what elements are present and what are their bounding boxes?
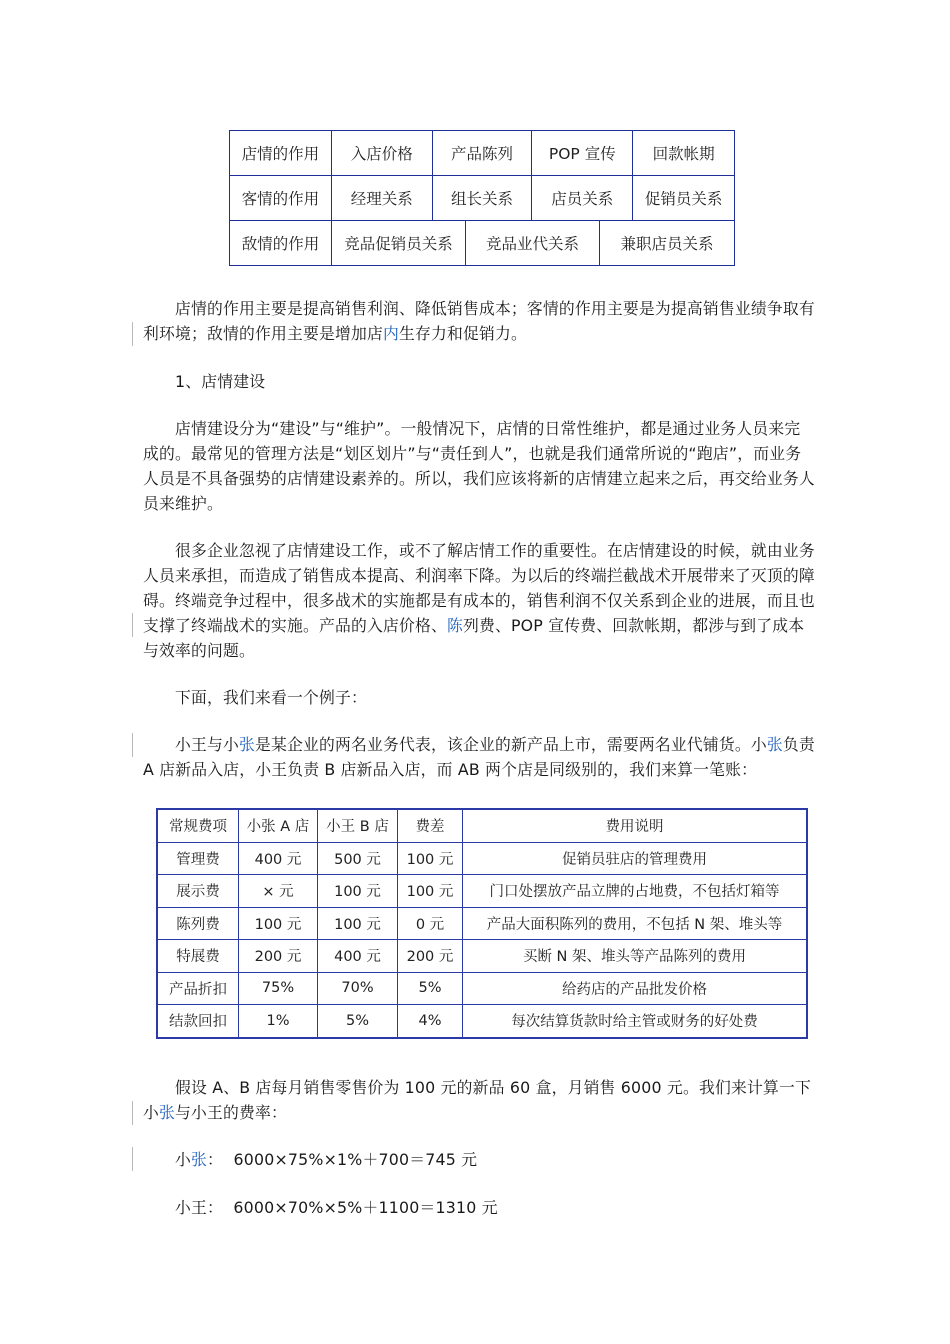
- table-cell: 200 元: [398, 940, 463, 973]
- paragraph-assumption: [143, 1075, 815, 1125]
- revision-mark: [132, 1147, 133, 1171]
- highlight-text: 张: [766, 735, 783, 754]
- relation-cell: 回款帐期: [632, 131, 734, 175]
- revision-mark: [132, 733, 133, 757]
- relation-cell: 店员关系: [531, 176, 632, 220]
- relation-row: [230, 220, 734, 265]
- fee-table-header: [157, 809, 807, 842]
- relation-row: [230, 175, 734, 220]
- table-cell: 500 元: [318, 842, 398, 875]
- header-cell: 费差: [398, 809, 463, 842]
- text-run: ： 6000×75%×1%＋700＝745 元: [207, 1150, 478, 1169]
- table-cell: 结款回扣: [157, 1005, 239, 1038]
- relation-cell: 经理关系: [331, 176, 432, 220]
- table-cell: 70%: [318, 972, 398, 1005]
- text-run: 店情的作用主要是提高销售利润、降低销售成本；客情的作用主要是为提高销售业绩争取有利环境；敌情的作用主要是增加店: [143, 299, 815, 343]
- table-cell: 买断 N 架、堆头等产品陈列的费用: [463, 940, 808, 973]
- table-cell: 特展费: [157, 940, 239, 973]
- text-run: 生存力和促销力。: [398, 324, 527, 343]
- highlight-text: 内: [382, 324, 399, 343]
- text-run: 小: [175, 1150, 191, 1169]
- table-row: [157, 842, 807, 875]
- text-run: 小王与小: [175, 735, 239, 754]
- relation-cell: 店情的作用: [241, 145, 320, 163]
- relation-cell: 促销员关系: [632, 176, 734, 220]
- text-run: 是某企业的两名业务代表，该企业的新产品上市，需要两名业代铺货。小: [255, 735, 767, 754]
- text-run: 与小王的费率：: [175, 1103, 287, 1122]
- table-cell: 1%: [239, 1005, 318, 1038]
- relation-cell: 敌情的作用: [241, 235, 320, 253]
- relation-cell: 竞品业代关系: [465, 221, 599, 265]
- table-cell: 75%: [239, 972, 318, 1005]
- table-cell: 4%: [398, 1005, 463, 1038]
- paragraph-store-building: 店情建设分为“建设”与“维护”。一般情况下，店情的日常性维护，都是通过业务人员来完成的。最常见的管理方法是“划区划片”与“责任到人”，也就是我们通常所说的“跑店”，而业务人员是不具备强势的店情建设素养的。所以，我们应该将新的店情建立起来之后，再交给业务人员来维护。: [143, 419, 815, 513]
- table-cell: 100 元: [318, 907, 398, 940]
- table-row: [157, 972, 807, 1005]
- paragraph-neglect: [143, 538, 815, 663]
- table-cell: 门口处摆放产品立牌的占地费，不包括灯箱等: [463, 875, 808, 908]
- table-cell: 5%: [398, 972, 463, 1005]
- table-cell: 400 元: [239, 842, 318, 875]
- table-cell: 产品大面积陈列的费用，不包括 N 架、堆头等: [463, 907, 808, 940]
- table-cell: 200 元: [239, 940, 318, 973]
- table-cell: 管理费: [157, 842, 239, 875]
- table-cell: 促销员驻店的管理费用: [463, 842, 808, 875]
- formula-xiaozhang: [143, 1147, 815, 1172]
- table-row: [157, 940, 807, 973]
- table-cell: 5%: [318, 1005, 398, 1038]
- table-row: [157, 1005, 807, 1038]
- relation-cell: 产品陈列: [432, 131, 532, 175]
- relation-cell: 竞品促销员关系: [331, 221, 465, 265]
- table-cell: 400 元: [318, 940, 398, 973]
- table-cell: 每次结算货款时给主管或财务的好处费: [463, 1005, 808, 1038]
- section-heading: 1、店情建设: [175, 372, 266, 391]
- highlight-text: 张: [159, 1103, 175, 1122]
- header-cell: 小王 B 店: [318, 809, 398, 842]
- highlight-text: 陈: [446, 616, 463, 635]
- relation-cell: 兼职店员关系: [599, 221, 734, 265]
- paragraph-example: [143, 732, 815, 782]
- table-row: [157, 875, 807, 908]
- table-cell: 100 元: [239, 907, 318, 940]
- header-cell: 常规费项: [157, 809, 239, 842]
- fee-table: [156, 808, 808, 1039]
- header-cell: 费用说明: [463, 809, 808, 842]
- paragraph-intro: [143, 296, 815, 346]
- relation-cell: 入店价格: [331, 131, 432, 175]
- header-cell: 小张 A 店: [239, 809, 318, 842]
- table-cell: × 元: [239, 875, 318, 908]
- table-row: [157, 907, 807, 940]
- revision-mark: [132, 1101, 133, 1125]
- highlight-text: 张: [239, 735, 255, 754]
- relation-cell: 组长关系: [432, 176, 532, 220]
- table-cell: 产品折扣: [157, 972, 239, 1005]
- text-run: 负责 A 店新品入店，小王负责 B 店新品入店，而 AB 两个店是同级别的，我们来算一笔账：: [143, 735, 815, 779]
- paragraph-example-intro: 下面，我们来看一个例子：: [175, 688, 367, 707]
- table-cell: 展示费: [157, 875, 239, 908]
- table-cell: 陈列费: [157, 907, 239, 940]
- table-cell: 给药店的产品批发价格: [463, 972, 808, 1005]
- text-run: 很多企业忽视了店情建设工作，或不了解店情工作的重要性。在店情建设的时候，就由业务人员来承担，而造成了销售成本提高、利润率下降。为以后的终端拦截战术开展带来了灭顶的障碍。终端竞争过程中，很多战术的实施都是有成本的，销售利润不仅关系到企业的进展，而且也支撑了终端战术的实施。产品的入店价格、: [143, 541, 815, 635]
- relation-cell: 客情的作用: [241, 190, 320, 208]
- formula-xiaowang: 小王： 6000×70%×5%＋1100＝1310 元: [175, 1198, 498, 1217]
- revision-mark: [132, 613, 133, 637]
- table-cell: 100 元: [398, 875, 463, 908]
- relation-row: [230, 131, 734, 175]
- relation-table: [229, 130, 735, 266]
- text-run: 列费、POP 宣传费、回款帐期，都涉与到了成本与效率的问题。: [143, 616, 805, 660]
- revision-mark: [132, 322, 133, 346]
- relation-cell: POP 宣传: [531, 131, 632, 175]
- table-cell: 100 元: [398, 842, 463, 875]
- table-cell: 0 元: [398, 907, 463, 940]
- table-cell: 100 元: [318, 875, 398, 908]
- highlight-text: 张: [191, 1150, 207, 1169]
- text-run: 假设 A、B 店每月销售零售价为 100 元的新品 60 盒，月销售 6000 元。我们来计算一下小: [143, 1078, 811, 1122]
